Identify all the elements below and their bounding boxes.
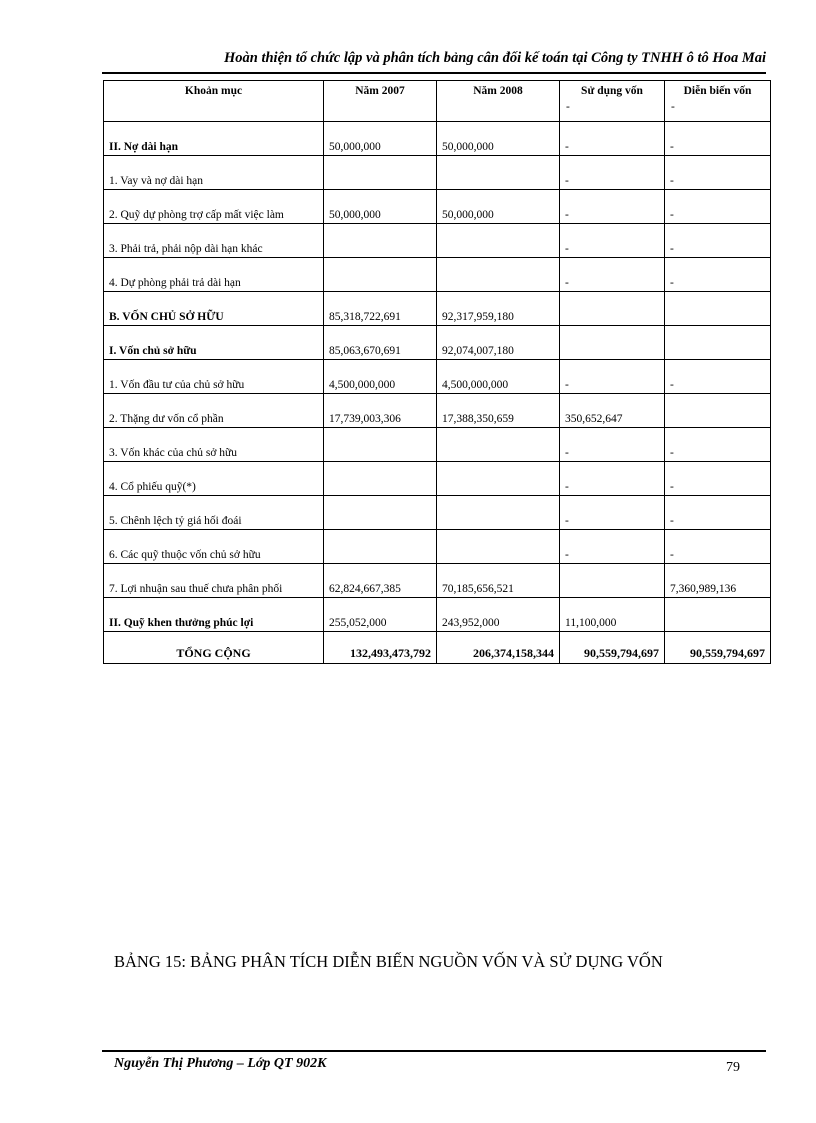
total-row: [104, 632, 771, 664]
row-value: -: [665, 224, 771, 258]
row-label: 1. Vốn đầu tư của chủ sở hữu: [104, 360, 324, 394]
row-value: [324, 530, 437, 564]
row-value: [437, 496, 560, 530]
row-value: 255,052,000: [324, 598, 437, 632]
row-value: [665, 292, 771, 326]
row-value: -: [665, 258, 771, 292]
col-header-use: Sử dụng vốn -: [560, 81, 665, 122]
row-value: [437, 462, 560, 496]
row-value: 62,824,667,385: [324, 564, 437, 598]
row-value: [665, 326, 771, 360]
row-value: [324, 156, 437, 190]
row-value: -: [560, 496, 665, 530]
row-value: -: [560, 156, 665, 190]
row-value: 92,074,007,180: [437, 326, 560, 360]
table-row: [104, 360, 771, 394]
row-value: [437, 530, 560, 564]
total-value: 132,493,473,792: [324, 632, 437, 664]
col-header-2007: Năm 2007: [324, 81, 437, 122]
row-value: [665, 394, 771, 428]
row-value: -: [665, 122, 771, 156]
row-value: -: [665, 190, 771, 224]
total-label: TỔNG CỘNG: [104, 632, 324, 664]
table-row: [104, 156, 771, 190]
row-label: 4. Dự phòng phải trả dài hạn: [104, 258, 324, 292]
table-row: [104, 462, 771, 496]
row-label: 1. Vay và nợ dài hạn: [104, 156, 324, 190]
footer-author: Nguyễn Thị Phương – Lớp QT 902K: [114, 1056, 327, 1071]
table-header-row: [104, 81, 771, 122]
row-value: 350,652,647: [560, 394, 665, 428]
table-row: [104, 190, 771, 224]
row-value: -: [665, 156, 771, 190]
row-value: 70,185,656,521: [437, 564, 560, 598]
row-label: II. Quỹ khen thưởng phúc lợi: [104, 598, 324, 632]
row-value: [560, 326, 665, 360]
row-label: 3. Phải trả, phải nộp dài hạn khác: [104, 224, 324, 258]
row-value: 50,000,000: [324, 190, 437, 224]
table-row: [104, 428, 771, 462]
row-value: [437, 428, 560, 462]
row-value: 92,317,959,180: [437, 292, 560, 326]
table-row: [104, 394, 771, 428]
table-row: [104, 258, 771, 292]
row-value: 85,063,670,691: [324, 326, 437, 360]
table-row: [104, 496, 771, 530]
row-value: -: [560, 258, 665, 292]
row-value: 4,500,000,000: [437, 360, 560, 394]
row-value: [324, 428, 437, 462]
table-row: [104, 598, 771, 632]
row-label: 2. Quỹ dự phòng trợ cấp mất việc làm: [104, 190, 324, 224]
col-header-item: Khoản mục: [104, 81, 324, 122]
table-caption: BẢNG 15: BẢNG PHÂN TÍCH DIỄN BIẾN NGUỒN VỐN VÀ SỬ DỤNG VỐN: [114, 952, 663, 971]
row-value: 85,318,722,691: [324, 292, 437, 326]
row-value: 17,739,003,306: [324, 394, 437, 428]
row-value: -: [665, 360, 771, 394]
row-value: [560, 564, 665, 598]
balance-table: [103, 80, 771, 664]
row-value: [324, 462, 437, 496]
total-value: 90,559,794,697: [665, 632, 771, 664]
row-value: -: [560, 530, 665, 564]
footer-rule: [102, 1050, 766, 1052]
table-row: [104, 224, 771, 258]
row-value: -: [665, 496, 771, 530]
row-value: 50,000,000: [437, 190, 560, 224]
row-label: B. VỐN CHỦ SỞ HỮU: [104, 292, 324, 326]
table-row: [104, 292, 771, 326]
row-value: -: [560, 190, 665, 224]
row-value: 4,500,000,000: [324, 360, 437, 394]
header-dash: -: [566, 101, 570, 113]
col-header-source: Diễn biến vốn -: [665, 81, 771, 122]
row-label: 3. Vốn khác của chủ sở hữu: [104, 428, 324, 462]
row-value: -: [560, 360, 665, 394]
row-label: I. Vốn chủ sở hữu: [104, 326, 324, 360]
table-row: [104, 122, 771, 156]
row-value: 7,360,989,136: [665, 564, 771, 598]
row-value: [324, 496, 437, 530]
row-label: 7. Lợi nhuận sau thuế chưa phân phối: [104, 564, 324, 598]
row-value: [665, 598, 771, 632]
row-value: -: [560, 122, 665, 156]
row-value: -: [665, 530, 771, 564]
col-header-2008: Năm 2008: [437, 81, 560, 122]
row-value: [324, 224, 437, 258]
total-value: 90,559,794,697: [560, 632, 665, 664]
row-value: 243,952,000: [437, 598, 560, 632]
row-value: [324, 258, 437, 292]
row-value: [560, 292, 665, 326]
running-header: Hoàn thiện tổ chức lập và phân tích bảng cân đối kế toán tại Công ty TNHH ô tô Hoa Mai: [223, 50, 766, 66]
total-value: 206,374,158,344: [437, 632, 560, 664]
row-value: [437, 258, 560, 292]
row-label: 6. Các quỹ thuộc vốn chủ sở hữu: [104, 530, 324, 564]
row-value: -: [560, 428, 665, 462]
page-number: 79: [726, 1060, 740, 1075]
row-value: -: [560, 224, 665, 258]
header-rule: [102, 72, 766, 74]
header-dash: -: [671, 101, 675, 113]
row-value: [437, 224, 560, 258]
row-label: II. Nợ dài hạn: [104, 122, 324, 156]
row-value: 11,100,000: [560, 598, 665, 632]
row-label: 5. Chênh lệch tỷ giá hối đoái: [104, 496, 324, 530]
row-value: -: [665, 428, 771, 462]
row-value: [437, 156, 560, 190]
row-label: 2. Thặng dư vốn cổ phần: [104, 394, 324, 428]
row-value: 17,388,350,659: [437, 394, 560, 428]
row-label: 4. Cổ phiếu quỹ(*): [104, 462, 324, 496]
row-value: -: [665, 462, 771, 496]
table-row: [104, 326, 771, 360]
row-value: 50,000,000: [324, 122, 437, 156]
row-value: -: [560, 462, 665, 496]
table-row: [104, 564, 771, 598]
row-value: 50,000,000: [437, 122, 560, 156]
table-row: [104, 530, 771, 564]
